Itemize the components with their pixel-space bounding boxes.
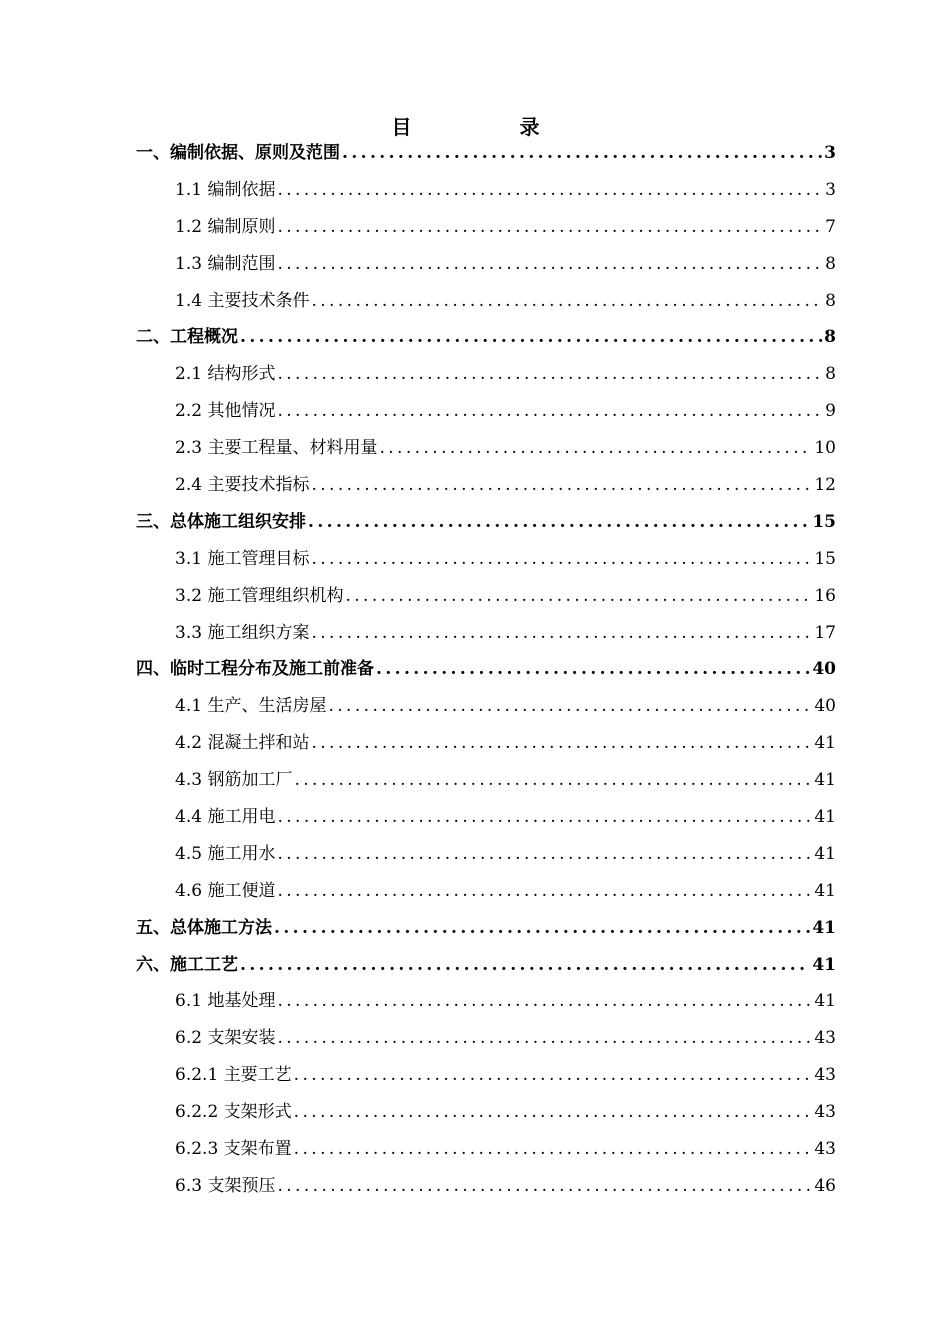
toc-entry[interactable] [136,1134,836,1171]
toc-dot-leader [342,138,822,168]
toc-dot-leader [277,396,823,426]
toc-dot-leader [311,544,812,574]
toc-dot-leader [345,581,812,611]
toc-entry[interactable] [136,249,836,286]
toc-dot-leader [328,691,812,721]
toc-entry-label: 4.5 施工用水 [175,843,276,864]
toc-entry-label: 4.3 钢筋加工厂 [175,770,293,791]
toc-entry-label: 6.3 支架预压 [175,1175,276,1196]
toc-entry[interactable] [136,1097,836,1134]
toc-entry[interactable] [136,175,836,212]
toc-entry-label: 2.4 主要技术指标 [175,475,310,496]
toc-entry-label: 6.2.1 主要工艺 [175,1065,292,1086]
toc-dot-leader [277,839,812,869]
toc-page-number: 7 [825,216,836,237]
toc-page-number: 41 [814,807,836,828]
toc-page-number: 41 [814,991,836,1012]
toc-dot-leader [294,1134,813,1164]
toc-entry-label: 1.1 编制依据 [175,179,276,200]
toc-entry-label: 1.2 编制原则 [175,216,276,237]
toc-entry-label: 三、总体施工组织安排 [136,511,306,532]
toc-entry[interactable] [136,876,836,913]
toc-entry-label: 4.1 生产、生活房屋 [175,696,327,717]
toc-page-number: 40 [812,659,836,680]
toc-entry-label: 4.6 施工便道 [175,880,276,901]
toc-entry-label: 一、编制依据、原则及范围 [136,143,340,163]
toc-entry-label: 6.1 地基处理 [175,991,276,1012]
toc-entry-label: 3.3 施工组织方案 [175,622,310,643]
toc-entry[interactable] [136,581,836,618]
toc-dot-leader [274,913,810,943]
toc-dot-leader [376,654,810,684]
toc-entry[interactable] [136,1023,836,1060]
toc-dot-leader [277,876,812,906]
toc-entry[interactable] [136,433,836,470]
toc-page-number: 8 [825,290,836,311]
toc-dot-leader [311,470,812,500]
toc-dot-leader [277,1171,812,1201]
toc-entry-label: 2.3 主要工程量、材料用量 [175,438,378,459]
toc-page-number: 15 [812,511,836,532]
toc-dot-leader [277,175,823,205]
toc-entry[interactable] [136,1060,836,1097]
toc-title: 目 录 [391,115,584,139]
toc-dot-leader [240,322,822,352]
toc-page-number: 43 [814,1028,836,1049]
toc-entry-label: 2.2 其他情况 [175,401,276,422]
toc-dot-leader [277,802,812,832]
toc-entry-label: 六、施工工艺 [136,954,238,975]
toc-entry-label: 6.2.3 支架布置 [175,1139,292,1160]
toc-entry[interactable] [136,507,836,544]
toc-entry[interactable] [136,470,836,507]
toc-entry-label: 3.2 施工管理组织机构 [175,585,344,606]
toc-entry-label: 6.2 支架安装 [175,1028,276,1049]
toc-page-number: 8 [824,327,836,348]
toc-page-number: 9 [825,401,836,422]
toc-entry[interactable] [136,986,836,1023]
toc-entry[interactable] [136,728,836,765]
toc-dot-leader [277,359,823,389]
toc-entry[interactable] [136,212,836,249]
toc-page-number: 16 [814,585,836,606]
toc-list [136,138,836,1208]
toc-entry[interactable] [136,802,836,839]
toc-entry-label: 2.1 结构形式 [175,364,276,385]
toc-page-number: 41 [814,733,836,754]
toc-page-number: 41 [812,917,836,938]
toc-page-number: 46 [814,1175,836,1196]
toc-entry-label: 四、临时工程分布及施工前准备 [136,659,374,680]
toc-entry[interactable] [136,1171,836,1208]
toc-entry[interactable] [136,654,836,691]
toc-entry-label: 二、工程概况 [136,327,238,348]
toc-dot-leader [277,1023,812,1053]
toc-dot-leader [379,433,812,463]
toc-dot-leader [277,249,823,279]
toc-entry[interactable] [136,286,836,323]
toc-page-number: 15 [814,548,836,569]
toc-page-number: 40 [814,696,836,717]
toc-page-number: 17 [814,622,836,643]
toc-entry-label: 3.1 施工管理目标 [175,548,310,569]
toc-page-number: 3 [824,143,836,163]
toc-entry[interactable] [136,322,836,359]
toc-entry[interactable] [136,359,836,396]
toc-dot-leader [294,1060,813,1090]
toc-page-number: 43 [814,1139,836,1160]
toc-dot-leader [240,950,810,980]
toc-dot-leader [311,728,812,758]
toc-entry-label: 1.4 主要技术条件 [175,290,310,311]
toc-dot-leader [294,765,812,795]
toc-entry-label: 五、总体施工方法 [136,917,272,938]
toc-page-number: 12 [814,475,836,496]
toc-page-number: 41 [814,770,836,791]
toc-page-number: 41 [814,843,836,864]
toc-dot-leader [277,212,823,242]
toc-entry[interactable] [136,618,836,655]
toc-entry[interactable] [136,765,836,802]
toc-dot-leader [277,986,812,1016]
toc-page-number: 41 [812,954,836,975]
toc-entry[interactable] [136,839,836,876]
toc-entry-label: 6.2.2 支架形式 [175,1102,292,1123]
toc-entry[interactable] [136,138,836,175]
toc-entry-label: 1.3 编制范围 [175,253,276,274]
toc-entry[interactable] [136,544,836,581]
toc-page-number: 43 [814,1102,836,1123]
toc-entry-label: 4.4 施工用电 [175,807,276,828]
toc-page-number: 3 [825,179,836,200]
toc-dot-leader [311,286,823,316]
toc-entry[interactable] [136,950,836,987]
toc-dot-leader [311,618,812,648]
toc-entry[interactable] [136,396,836,433]
toc-entry-label: 4.2 混凝土拌和站 [175,733,310,754]
toc-page-number: 43 [814,1065,836,1086]
toc-page-number: 10 [814,438,836,459]
toc-page-number: 41 [814,880,836,901]
toc-page-number: 8 [825,364,836,385]
toc-page-number: 8 [825,253,836,274]
toc-entry[interactable] [136,913,836,950]
toc-entry[interactable] [136,691,836,728]
toc-dot-leader [308,507,810,537]
toc-dot-leader [294,1097,813,1127]
